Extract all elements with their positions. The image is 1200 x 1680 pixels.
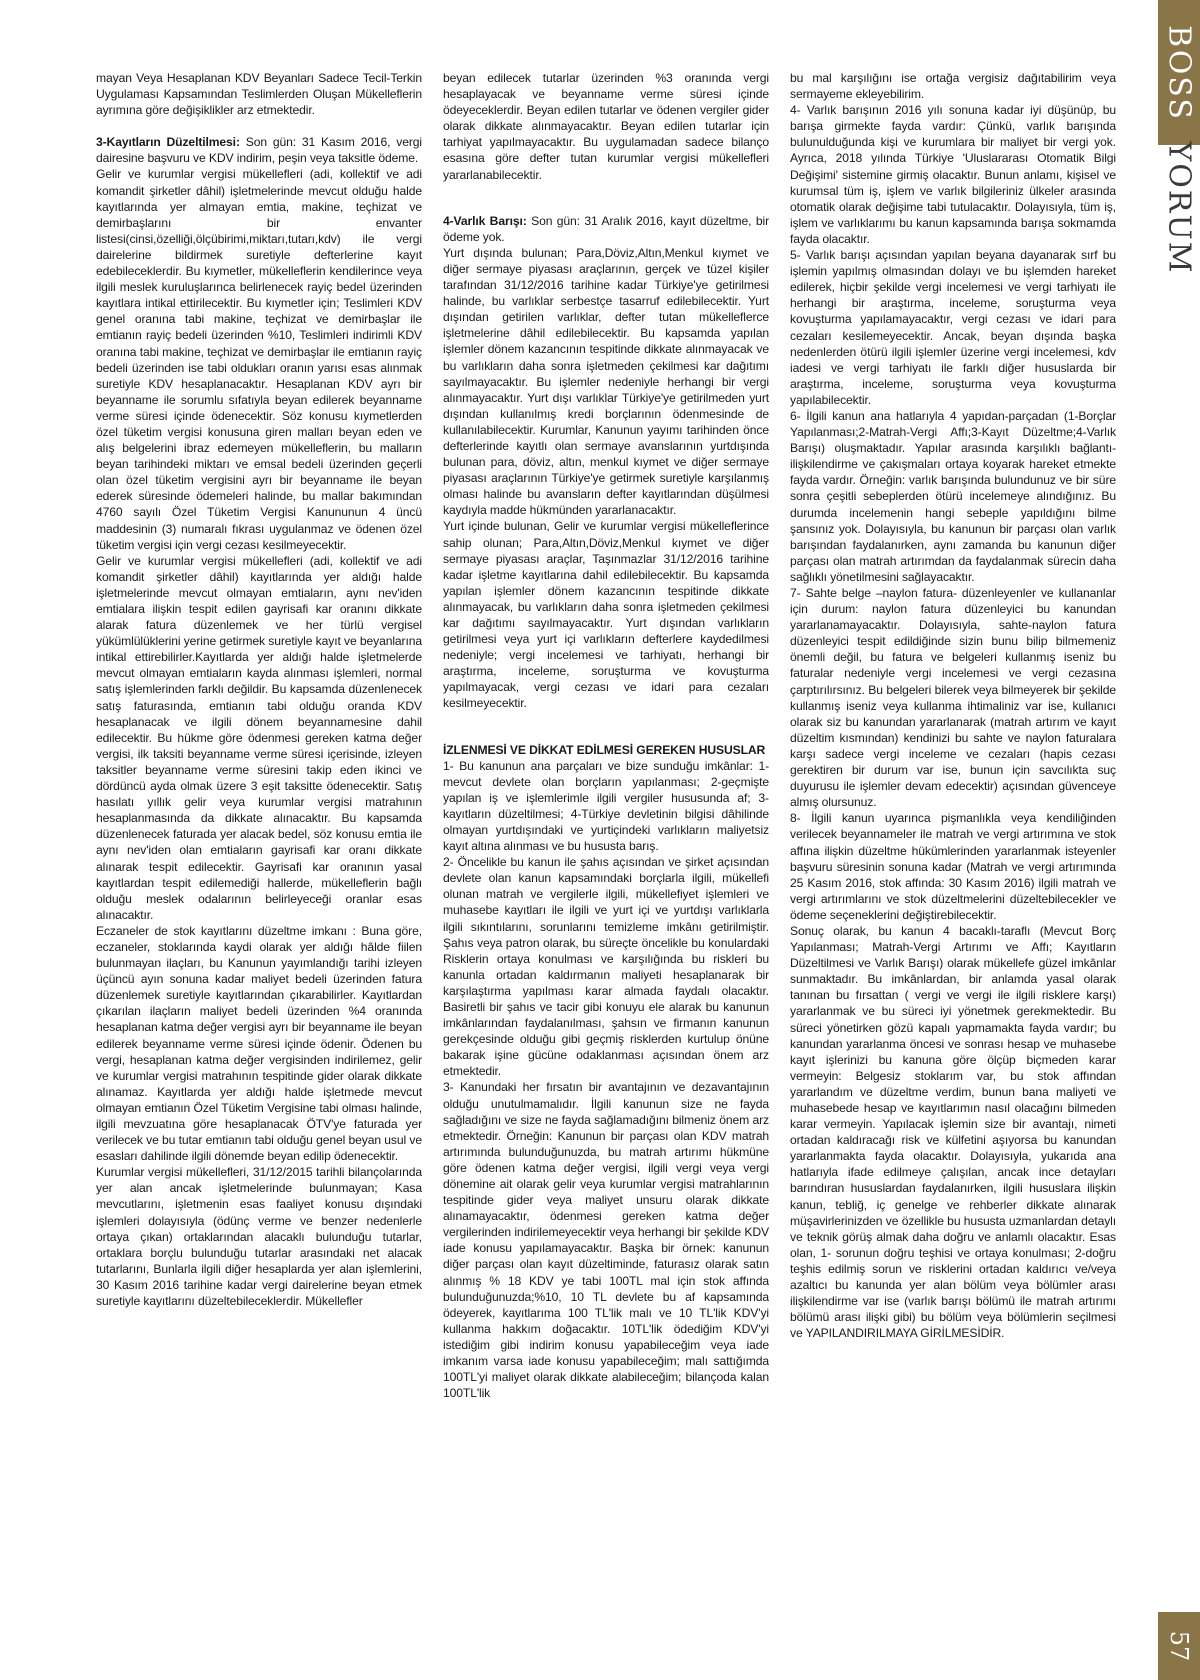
magazine-logo-text: BOSS xyxy=(1161,24,1197,121)
paragraph: 7- Sahte belge –naylon fatura- düzenleyenler ve kullananlar için durum: naylon fatura düzenleyici bu kanundan yararlanamayacaktır. Dolayısıyla, sahte-naylon fatura düzenleyici tespit edildiğinde sizin bunu bilip bilmemeniz önemli değil, bu fatura ve belgeleri kullanmış iseniz bu faturalar nedeniyle vergi incelemesi ve vergi cezasına çarptırılırsınız. Bu belgeleri bilerek veya bilmeyerek bir şekilde kullanmış iseniz veya kullanma ihtimaliniz var ise, kullanıcı olarak siz bu kanundan yararlanarak (matrah artırım ve kayıt düzeltim kısmından) kendinizi bu sahte ve naylon faturalara karşı sadece vergi inceleme ve cezaları (hapis cezası gerektiren bir durum var ise, bunun için savcılıkta suç duyurusu ile işlemler devam edecektir) açısından güvenceye almış olursunuz. xyxy=(790,586,1116,810)
paragraph: Yurt dışında bulunan; Para,Döviz,Altın,Menkul kıymet ve diğer sermaye piyasası araçlarının, gerçek ve tüzel kişiler tarafından 31/12/2016 tarihine kadar Türkiye'ye getirilmesi halinde, bu varlıklar serbestçe tasarruf edilebilecektir. Yurt dışından getirilen varlıklar, defter tutan mükelleflerce işletmelerine dâhil edilebilecektir. Bu kapsamda yapılan işlemler dönem kazancının tespitinde dikkate alınmayacak ve bu varlıkların daha sonra işletmeden çekilmesi kar dağıtımı sayılmayacaktır. Bu işlemler nedeniyle herhangi bir vergi alınmayacaktır. Yurt dışı varlıklar Türkiye'ye getirilmeden yurt dışından kullanılmış kredi borçlarının ödenmesinde de kullanılabilecektir. Kurumlar, Kanunun yayımı tarihinden önce defterlerinde kayıtlı olan sermaye avanslarının yurtdışında bulunan para, döviz, altın, menkul kıymet ve diğer sermaye piyasası araçlarının Türkiye'ye getirmek suretiyle karşılanmış olması halinde bu avansların defter kayıtlarından düşülmesi kaydıyla madde hükmünden yararlanacaktır. xyxy=(443,245,769,518)
paragraph: 3- Kanundaki her fırsatın bir avantajının ve dezavantajının olduğu unutulmamalıdır. İlgili kanunun size ne fayda sağladığını ve size ne fayda sağlamadığını bilmeniz önem arz etmektedir. Örneğin: Kanunun bir parçası olan KDV matrah artırımında bulunduğunuzda, bu matrah artırımı hükmüne göre ödenen katma değer vergisi, ilgili vergi veya vergi dönemine ait olarak gelir veya kurumlar vergisi matrahlarının tespitinde gider veya maliyet unsuru olarak dikkate alınamayacaktır, ödenmesi gereken katma değer vergilerinden indirilemeyecektir veya herhangi bir şekilde KDV iade konusu yapılamayacaktır. Başka bir örnek: kanunun diğer parçası olan kayıt düzeltiminde, faturasız olarak satın alınmış % 18 KDV ye tabi 100TL mal için stok affında bulunduğunuzda;%10, 10 TL devlete bu af kapsamında ödeyerek, kayıtlarıma 100 TL'lik malı ve 10 TL'lik KDV'yi kullanma hakkım doğacaktır. 10TL'lik ödediğim KDV'yi istediğim gibi indirim konusu yapabileceğim veya iade imkanım varsa iade konusu yapabileceğim; malı sattığımda 100TL'yi maliyet olarak dikkate alabileceğim; bilançoda kalan 100TL'lik xyxy=(443,1080,769,1401)
side-tab xyxy=(1158,0,1200,1680)
heading-note: Son gün: 31 Kasım 2016, vergi dairesine başvuru ve KDV indirim, peşin veya taksitle ödeme. xyxy=(96,135,422,166)
column-1 xyxy=(96,70,422,1615)
section-heading-varlik-barisi: 4-Varlık Barışı: xyxy=(443,213,527,228)
paragraph xyxy=(443,213,769,245)
column-2 xyxy=(443,70,769,1615)
paragraph: Gelir ve kurumlar vergisi mükellefleri (adi, kollektif ve adi komandit şirketler dâhil) işletmelerinde mevcut olduğu halde kayıtlarında yer almayan emtia, makine, teçhizat ve demirbaşlarını bir envanter listesi(cinsi,özelliği,ölçübirimi,miktarı,tutarı,kdv) ile vergi dairelerine bildirmek suretiyle defterlerine kayıt edebileceklerdir. Bu kıymetler, mükelleflerin kendilerince veya ilgili meslek kuruluşlarınca belirlenecek rayiç bedel üzerinden kayıtlara intikal ettirilecektir. Bu kıymetler için; Teslimleri KDV genel oranına tabi makine, teçhizat ve demirbaşlar ile emtianın rayiç bedeli üzerinden %10, Teslimleri indirimli KDV oranına tabi makine, teçhizat ve demirbaşlar ile emtianın rayiç bedeli üzerinden ise tabi oldukları oranın yarısı esas alınmak suretiyle KDV hesaplanacaktır. Hesaplanan KDV ayrı bir beyanname ile sorumlu sıfatıyla beyan edilerek beyanname verme süresi içinde ödenecektir. Söz konusu kıymetlerden özel tüketim vergisi konusuna giren malları beyan eden ve alış belgelerini ibraz edemeyen mükelleflerin, bu malların beyan tarihindeki miktarı ve emsal bedeli üzerinden geçerli olan özel tüketim vergisini ayrı bir beyanname ile beyan ederek süresinde ödemeleri halinde, bu mallar bakımından 4760 sayılı Özel Tüketim Vergisi Kanununun 4 üncü maddesinin (3) numaralı fıkrası uygulanmaz ve ödenen özel tüketim vergisi için vergi cezası kesilmeyecektir. xyxy=(96,167,422,552)
paragraph: Eczaneler de stok kayıtlarını düzeltme imkanı : Buna göre, eczaneler, stoklarında kaydi olarak yer aldığı hâlde fiilen bulunmayan ilaçları, bu Kanunun yayımlandığı tarihi izleyen üçüncü ayın sonuna kadar maliyet bedeli üzerinden fatura düzenlemek suretiyle kayıtlarından çıkarabilirler. Kayıtlardan çıkarılan ilaçların maliyet bedeli üzerinden %4 oranında hesaplanan katma değer vergisi ayrı bir beyanname ile beyan edilerek beyanname verme süresi içinde ödenir. Ödenen bu vergi, hesaplanan katma değer vergisinden indirilemez, gelir ve kurumlar vergisi matrahının tespitinde gider olarak dikkate alınamaz. Kayıtlarda yer aldığı halde işletmede mevcut olmayan emtianın Özel Tüketim Vergisine tabi olması halinde, ilgili mevzuatına göre hesaplanacak ÖTV'ye faturada yer verilecek ve bu tutar emtianın tabi olduğu genel beyan usul ve esasları dahilinde ilgili dönemde beyan edilip ödenecektir. xyxy=(96,923,422,1164)
section-label xyxy=(1158,141,1200,274)
paragraph: beyan edilecek tutarlar üzerinden %3 oranında vergi hesaplayacak ve beyanname verme süresi içinde ödeyeceklerdir. Beyan edilen tutarlar ve ödenen vergiler gider olarak dikkate alınmayacaktır. Beyan edilen tutarlar için tarhiyat yapılmayacaktır. Bu uygulamadan sadece bilanço esasına göre defter tutan kurumlar vergisi mükellefleri yararlanabilecektir. xyxy=(443,71,769,182)
heading-note: Son gün: 31 Aralık 2016, kayıt düzeltme, bir ödeme yok. xyxy=(443,213,769,244)
section-heading-hususlar: İZLENMESİ VE DİKKAT EDİLMESİ GEREKEN HUSUSLAR xyxy=(443,742,766,757)
paragraph: 6- İlgili kanun ana hatlarıyla 4 yapıdan-parçadan (1-Borçlar Yapılanması;2-Matrah-Vergi Affı;3-Kayıt Düzeltme;4-Varlık Barışı) oluşmaktadır. Yapılar arasında karşılıklı bağlantı-ilişkilendirme ve çakışmaları ortaya koyarak hareket etmekte fayda vardır. Örneğin: varlık barışında bulundunuz ve bir süre sonra çeşitli sebeplerden ötürü incelemeye alındığınız. Bu durumda incelemenin hangi sebeple yapıldığını bilme şansınız yok. Dolayısıyla, bu kanunun bir parçası olan varlık barışından faydalanırken, aynı zamanda bu kanunun diğer parçası olan matrah artırımdan da faydalanmak sürecin daha sağlıklı yönetilmesini sağlayacaktır. xyxy=(790,408,1116,584)
page-number xyxy=(1158,1612,1200,1680)
paragraph: 1- Bu kanunun ana parçaları ve bize sunduğu imkânlar: 1-mevcut devlete olan borçların yapılanması; 2-geçmişte yapılan iş ve işlemlerimle ilgili vergiler hususunda af; 3-kayıtların düzeltilmesi; 4-Türkiye devletinin bilgisi dâhilinde olmayan yurtdışındaki ve yurtiçindeki varlıkların maliyetsiz kayıt altına alınması ve bu hususta barış. xyxy=(443,758,769,854)
paragraph: 5- Varlık barışı açısından yapılan beyana dayanarak sırf bu işlemin yapılmış olmasından dolayı ve bu işlemden hareket edilerek, hiçbir şekilde vergi incelemesi ve vergi tarhiyatı ile herhangi bir araştırma, inceleme, soruşturma veya kovuşturma yapılamayacaktır, vergi cezası ve idari para cezaları kesilemeyecektir. Ancak, beyan dışında başka nedenlerden ötürü ilgili işlemler üzerine vergi incelemesi, kdv iadesi ve vergi tarhiyatı ile farklı diğer hususlarda bir araştırma, inceleme, soruşturma veya kovuşturma yapılabilecektir. xyxy=(790,248,1116,407)
paragraph: Sonuç olarak, bu kanun 4 bacaklı-taraflı (Mevcut Borç Yapılanması; Matrah-Vergi Artırımı ve Affı; Kayıtların Düzeltilmesi ve Varlık Barışı) olarak mükellefe güzel imkânlar sunmaktadır. Bu imkânlardan, bir anlamda yasal olarak tanınan bu fırsattan ( vergi ve vergi ile ilgili risklere karşı) yararlanmak ve bu süreci iyi yönetmek gerekmektedir. Bu süreci yönetirken gözü kapalı yapmamakta fayda vardır; bu kanundan yararlanma öncesi ve sonrası hesap ve muhasebe kayıt işlerinizi bu kanuna göre ölçüp biçmeden karar vermeyin: Belgesiz stoklarım var, bu stok affından yararlandım ve düzeltme verdim, bunun bana maliyeti ve muhasebede hesap ve kayıtlarımın nasıl olacağını bilmeden karar vermeyin. Yapılacak işlemin size bir avantajı, nimeti ortadan kaldıracağı risk ve külfetini aşıyorsa bu kanundan yararlanmakta fayda olacaktır. Dolayısıyla, yukarıda ana hatlarıyla ifade edilmeye çalışılan, ancak ince detayları barındıran hususlardan faydalanırken, ilgili hususlara ilişkin kanun, tebliğ, iç genelge ve rehberler dikkate alınarak müşavirlerinizden ve özellikle bu hususta uzmanlardan detaylı ve teknik görüş almak daha doğru ve anlamlı olacaktır. Esas olan, 1- sorunun doğru teşhisi ve ortaya konulması; 2-doğru teşhis edilmiş sorun ve risklerini ortadan kaldırıcı ve/veya azaltıcı bu kanunda yer alan bölüm veya bölümler arası ilişkilendirme var ise (varlık barışı bölümü ile matrah artırımı bölümü arası ilişki gibi) bu bölüm veya bölümlerin seçilmesi ve YAPILANDIRILMAYA GİRİLMESİDİR. xyxy=(790,923,1116,1341)
paragraph xyxy=(96,134,422,166)
paragraph: bu mal karşılığını ise ortağa vergisiz dağıtabilirim veya sermayeme ekleyebilirim. xyxy=(790,71,1116,102)
paragraph: 8- İlgili kanun uyarınca pişmanlıkla veya kendiliğinden verilecek beyannameler ile matrah ve vergi artırımına ve stok affına ilişkin düzeltme hükümlerinden yararlanmak isteyenler başvuru süresinin sonuna kadar (Matrah ve vergi artırımında 25 Kasım 2016, stok affında: 30 Kasım 2016) ilgili matrah ve vergi artırımlarını ve stok düzeltmelerini düzeltebilecekler ve ödeme seçeneklerini değiştirebilecektir. xyxy=(790,811,1116,922)
column-3 xyxy=(790,70,1116,1615)
magazine-logo xyxy=(1158,0,1200,145)
paragraph: mayan Veya Hesaplanan KDV Beyanları Sadece Tecil-Terkin Uygulaması Kapsamından Teslimlerden Oluşan Mükelleflerin ayrımına göre değişiklikler arz etmektedir. xyxy=(96,71,422,118)
paragraph: 4- Varlık barışının 2016 yılı sonuna kadar iyi düşünüp, bu barışa girmekte fayda vardır: Çünkü, varlık barışında bulunulduğunda kişi ve kurumlara bir maliyet bir vergi yok. Ayrıca, 2018 yılında Türkiye 'Uluslararası Otomatik Bilgi Değişimi' sistemine girmiş olacaktır. Bunun anlamı, kişisel ve kurumsal tüm iş, işlem ve varlık bilgileriniz ülkeler arasında otomatik olarak değişime tabi tutulacaktır. Dolayısıyla, tüm iş, işlem ve varlıklarımı bu kanun kapsamında barışa sokmamda fayda olacaktır. xyxy=(790,103,1116,246)
section-label-text: YORUM xyxy=(1161,141,1197,274)
page-number-text: 57 xyxy=(1165,1630,1193,1662)
paragraph: 2- Öncelikle bu kanun ile şahıs açısından ve şirket açısından devlete olan kanun kapsamındaki borçlarla ilgili, mükellefi olunan matrah ve vergilerle ilgili, mükellefiyet işlemleri ve muhasebe kayıtları ile ilgili ve yurt içi ve yurtdışı varlıklarla ilgili sıkıntılarını, sorunlarını temizleme imkânı getirilmiştir. Şahıs veya patron olarak, bu süreçte öncelikle bu konulardaki Risklerin ortaya konulması ve karşılığında bu riskleri bu kanunla ortadan kaldırmanın maliyeti hesaplanarak bir karşılaştırma yapılması karar almada faydalı olacaktır. Basiretli bir şahıs ve tacir gibi konuyu ele alarak bu kanunun imkânlarından faydalanılması, şahsın ve firmanın kanunun gerekçesinde olduğu gibi geçmiş risklerden kurtulup önüne bakarak işine gücüne odaklanması açısından önem arz etmektedir. xyxy=(443,855,769,1079)
section-heading-kayit-duzeltme: 3-Kayıtların Düzeltilmesi: xyxy=(96,135,240,150)
paragraph: Gelir ve kurumlar vergisi mükellefleri (adi, kollektif ve adi komandit şirketler dâhil) kayıtlarında yer aldığı halde işletmelerinde mevcut olmayan emtiaların, aynı nev'iden emtialara ilişkin tespit edilen gayrisafi kar oranını dikkate alarak fatura düzenlemek ve her türlü vergisel yükümlülüklerini yerine getirmek suretiyle kayıt ve beyanlarına intikal ettirebilirler.Kayıtlarda yer aldığı halde işletmelerde mevcut olmayan emtiaların kayda alınması işlemleri, normal satış işlemlerinden farklı değildir. Bu kapsamda düzenlenecek satış faturasında, emtianın tabi olduğu oranda KDV hesaplanacak ve ilgili dönem beyannamesine dahil edilecektir. Bu hükme göre ödenmesi gereken katma değer vergisi, ilk taksiti beyanname verme süresi içerisinde, izleyen taksitler beyanname verme süresini takip eden ikinci ve dördüncü ayda olmak üzere 3 eşit taksitte ödenecektir. Satış hasılatı yıllık gelir veya kurumlar vergisi matrahının hesaplanmasında da dikkate alınacaktır. Bu kapsamda düzenlenecek faturada yer alacak bedel, söz konusu emtia ile aynı nev'iden olan emtiaların gayrisafi kar oranı dikkate alınarak tespit edilecektir. Gayrisafi kar oranının yasal kayıtlardan tespit edilemediği hallerde, mükelleflerin bağlı olduğu meslek odalarının belirleyeceği oranlar esas alınacaktır. xyxy=(96,553,422,922)
paragraph: Yurt içinde bulunan, Gelir ve kurumlar vergisi mükelleflerince sahip olunan; Para,Altın,Döviz,Menkul kıymet ve diğer sermaye piyasası araçlar, Taşınmazlar 31/12/2016 tarihine kadar işletme kayıtlarına dahil edilebilecektir. Bu kapsamda yapılan işlemler dönem kazancının tespitinde dikkate alınmayacak, bu varlıkların daha sonra işletmeden çekilmesi kar dağıtımı sayılmayacaktır. Yurt dışından varlıkların getirilmesi veya yurt içi varlıkların defterlere kaydedilmesi nedeniyle; vergi incelemesi ve tarhiyatı, herhangi bir araştırma, inceleme, soruşturma ve kovuşturma yapılmayacak, vergi cezası ve idari para cezaları kesilmeyecektir. xyxy=(443,519,769,711)
paragraph: Kurumlar vergisi mükellefleri, 31/12/2015 tarihli bilançolarında yer alan ancak işletmelerinde bulunmayan; Kasa mevcutlarını, işletmenin esas faaliyet konusu dışındaki işlemleri dolayısıyla (ödünç verme ve benzer nedenlerle ortaya çıkan) ortaklarından alacaklı bulunduğu tutarlar, ortaklara borçlu bulunduğu tutarlar arasındaki net alacak tutarlarını, Bunlarla ilgili diğer hesaplarda yer alan işlemlerini, 30 Kasım 2016 tarihine kadar vergi dairelerine beyan etmek suretiyle kayıtlarını düzeltebileceklerdir. Mükellefler xyxy=(96,1165,422,1309)
